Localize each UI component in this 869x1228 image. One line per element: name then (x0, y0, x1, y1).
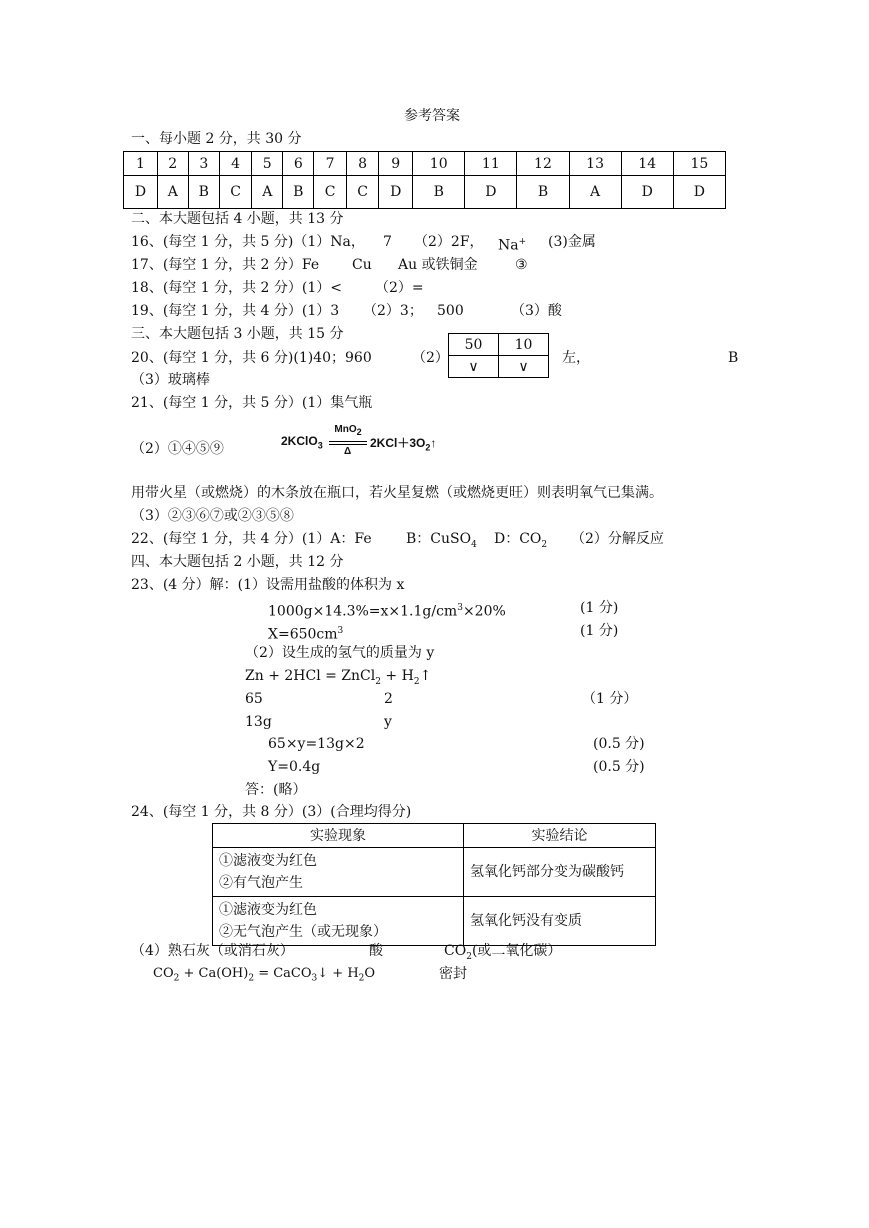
q24-line5 (153, 965, 375, 988)
q22-part3 (494, 530, 547, 554)
gas-arrow-icon: ↑ (419, 668, 432, 684)
q23-line9: Y=0.4g (268, 759, 321, 775)
question-number: 2 (157, 152, 188, 176)
q18-part2: （2）= (375, 280, 424, 296)
q19-part3: 500 (437, 303, 464, 319)
q24-line4a: （4）熟石灰（或消石灰） (131, 943, 294, 959)
equation-rule-bottom (329, 444, 367, 445)
weights-table (448, 333, 549, 378)
answer-cell: A (252, 176, 283, 209)
q23-line10: 答：(略） (245, 782, 307, 798)
q23-line7a: 13g (245, 714, 272, 730)
q23-l3-sup: 3 (337, 626, 344, 636)
eq-reactant-sub: 3 (317, 440, 323, 451)
q16-part5: (3)金属 (548, 234, 596, 250)
question-number: 15 (673, 152, 725, 176)
q24-eq-d: ↓ + H (317, 966, 359, 981)
answer-cell: C (346, 176, 378, 209)
gas-arrow-icon: ↑ (430, 436, 437, 450)
q17-part2: Cu (352, 257, 372, 273)
q23-line6-score: （1 分） (582, 691, 638, 707)
phenomenon-cell (213, 848, 464, 897)
q24-eq-a: CO (153, 966, 174, 981)
q17-prefix: 17、(每空 1 分，共 2 分）Fe (131, 257, 320, 273)
answer-table-number-row (124, 152, 726, 176)
section-4-heading: 四、本大题包括 2 小题，共 12 分 (131, 554, 344, 570)
phenomenon-line: ①滤液变为红色 (219, 853, 317, 869)
question-number: 10 (413, 152, 465, 176)
answer-table-answer-row (124, 176, 726, 209)
answer-cell: B (188, 176, 219, 209)
phenomenon-line: ②无气泡产生（或无现象） (219, 924, 387, 940)
answer-cell: D (621, 176, 673, 209)
equation-rule-top (329, 441, 367, 442)
q23-line2 (268, 599, 506, 621)
q22-part4: （2）分解反应 (571, 531, 664, 547)
catalyst-text: MnO (334, 424, 357, 435)
question-number: 5 (252, 152, 283, 176)
q17-part4: ③ (515, 257, 528, 273)
q16-part2: 7 (383, 234, 392, 250)
q22-part2 (406, 530, 477, 554)
question-number: 9 (379, 152, 413, 176)
question-number: 4 (219, 152, 251, 176)
question-number: 8 (346, 152, 378, 176)
q24-eq-sub2: 2 (248, 973, 255, 984)
answer-cell: D (465, 176, 517, 209)
conclusion-cell: 氢氧化钙没有变质 (464, 897, 656, 946)
q16-part4 (498, 233, 526, 255)
section-2-heading: 二、本大题包括 4 小题，共 13 分 (131, 211, 344, 227)
q16-part3: （2）2F， (414, 234, 484, 250)
q20-part4: B (728, 350, 739, 366)
q18-prefix: 18、(每空 1 分，共 2 分）(1）< (131, 280, 342, 296)
q21-prefix: 21、(每空 1 分，共 5 分）(1）集气瓶 (131, 395, 373, 411)
check-mark: ∨ (499, 356, 549, 378)
page-title: 参考答案 (404, 108, 460, 124)
q24-line4c (444, 942, 561, 966)
answer-table (123, 151, 726, 209)
q23-line3 (268, 622, 343, 644)
q24-co-sub: 2 (466, 951, 472, 962)
question-number: 7 (314, 152, 346, 176)
phenomenon-line: ①滤液变为红色 (219, 902, 317, 918)
q24-eq-sub3: 3 (311, 973, 318, 984)
weight-cell: 50 (449, 334, 499, 356)
question-number: 12 (517, 152, 569, 176)
question-number: 3 (188, 152, 219, 176)
q21-line3: 用带火星（或燃烧）的木条放在瓶口，若火星复燃（或燃烧更旺）则表明氧气已集满。 (131, 485, 663, 501)
answer-cell: A (157, 176, 188, 209)
q20-part3: 左， (562, 350, 590, 366)
q21-part2: （2）①④⑤⑨ (131, 441, 224, 457)
q24-co-alt: (或二氧化碳） (471, 943, 562, 959)
q23-l2-text: 1000g×14.3%=x×1.1g/cm (268, 603, 458, 620)
q24-eq-sub1: 2 (173, 973, 180, 984)
equation-right (370, 434, 436, 452)
q16-prefix: 16、(每空 1 分，共 5 分)（1）Na， (131, 234, 365, 250)
catalyst-sub: 2 (356, 427, 362, 437)
q23-eq-b: + H (380, 668, 414, 684)
section-3-heading: 三、本大题包括 3 小题，共 15 分 (131, 326, 344, 342)
q24-line5-seal: 密封 (439, 966, 467, 982)
q23-l2-tail: ×20% (462, 603, 506, 620)
experiment-table (212, 823, 656, 946)
conclusion-cell: 氢氧化钙部分变为碳酸钙 (464, 848, 656, 897)
q23-line2-score: (1 分) (580, 600, 619, 616)
eq-product-sub: 2 (425, 442, 431, 453)
q24-co: CO (444, 943, 467, 959)
answer-cell: C (314, 176, 346, 209)
answer-cell: D (673, 176, 725, 209)
q23-line8: 65×y=13g×2 (268, 736, 365, 752)
answer-cell: A (569, 176, 621, 209)
section-1-heading: 一、每小题 2 分，共 30 分 (131, 131, 302, 147)
q23-line9-score: (0.5 分) (593, 759, 645, 775)
q22-b-sub: 4 (471, 539, 477, 550)
q23-line4: （2）设生成的氢气的质量为 y (245, 645, 435, 661)
q24-eq-b: + Ca(OH) (179, 966, 249, 981)
question-number: 1 (124, 152, 158, 176)
q24-eq-sub4: 2 (358, 973, 365, 984)
answer-cell: D (379, 176, 413, 209)
q23-eq-a: Zn + 2HCl = ZnCl (245, 668, 376, 684)
q22-prefix: 22、(每空 1 分，共 4 分）(1）A：Fe (131, 531, 372, 547)
q24-line4b: 酸 (369, 943, 383, 959)
q22-d: D：CO (494, 531, 542, 547)
question-number: 14 (621, 152, 673, 176)
q23-line3-score: (1 分) (580, 623, 619, 639)
question-number: 6 (283, 152, 314, 176)
weight-cell: 10 (499, 334, 549, 356)
q23-l2-sup: 3 (457, 603, 463, 613)
q22-b: B：CuSO (406, 531, 472, 547)
question-number: 11 (465, 152, 517, 176)
q19-prefix: 19、(每空 1 分，共 4 分）(1）3 (131, 303, 340, 319)
answer-cell: C (219, 176, 251, 209)
q24-line1: 24、(每空 1 分，共 8 分）(3）(合理均得分) (131, 804, 412, 820)
q21-line4: （3）②③⑥⑦或②③⑤⑧ (131, 508, 294, 524)
q22-d-sub: 2 (541, 539, 548, 550)
eq-product: 2KCl＋3O (370, 436, 426, 450)
q16-ion: Na (498, 237, 519, 254)
answer-cell: B (413, 176, 465, 209)
q20-prefix: 20、(每空 1 分，共 6 分)(1)40；960 (131, 350, 372, 366)
header-phenomenon: 实验现象 (213, 824, 464, 848)
q23-line8-score: (0.5 分) (593, 736, 645, 752)
q16-ion-charge: + (518, 237, 527, 247)
q23-eq-sub2: 2 (413, 676, 420, 687)
check-mark: ∨ (449, 356, 499, 378)
header-conclusion: 实验结论 (464, 824, 656, 848)
question-number: 13 (569, 152, 621, 176)
q23-line7b: y (384, 714, 392, 730)
q23-line6b: 2 (384, 691, 393, 707)
q24-eq-c: = CaCO (254, 966, 312, 981)
q24-eq-e: O (364, 966, 376, 981)
q23-line1: 23、(4 分）解：(1）设需用盐酸的体积为 x (131, 577, 405, 593)
q23-eq-sub1: 2 (375, 676, 381, 687)
q19-part4: （3）酸 (511, 303, 562, 319)
q23-line6a: 65 (245, 691, 263, 707)
eq-reactant: 2KClO (281, 434, 318, 448)
phenomenon-cell (213, 897, 464, 946)
phenomenon-line: ②有气泡产生 (219, 875, 303, 891)
answer-cell: B (283, 176, 314, 209)
q20-part2: （2） (412, 350, 449, 366)
q23-line5 (245, 667, 431, 691)
q17-part3: Au 或铁铜金 (398, 257, 478, 273)
q23-l3-text: X=650cm (268, 626, 338, 643)
catalyst (329, 424, 367, 437)
equation-left (281, 434, 323, 450)
equation-condition (329, 424, 367, 437)
answer-cell: D (124, 176, 158, 209)
answer-cell: B (517, 176, 569, 209)
q20-line2: （3）玻璃棒 (131, 372, 210, 388)
heat-condition: Δ (344, 446, 352, 457)
q19-part2: （2）3； (363, 303, 423, 319)
